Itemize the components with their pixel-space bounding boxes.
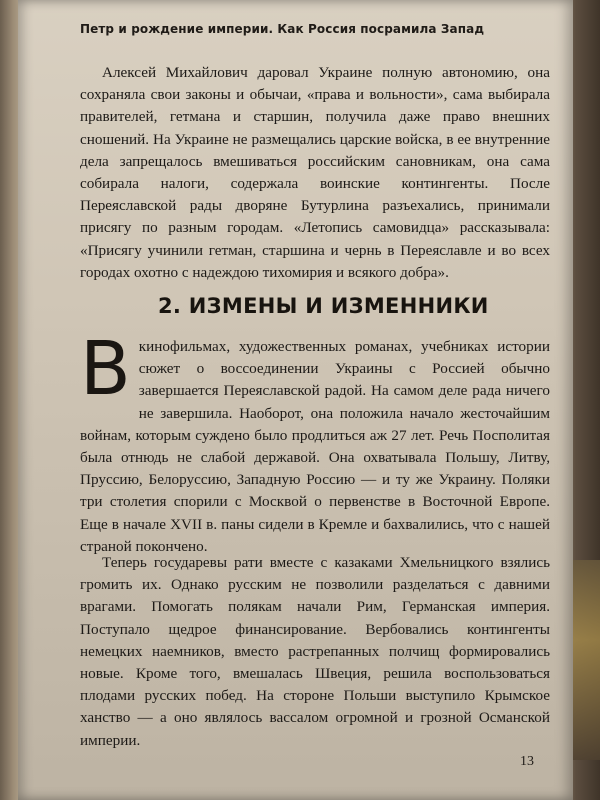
page-number: 13	[520, 754, 534, 769]
section-title: 2. ИЗМЕНЫ И ИЗМЕННИКИ	[158, 294, 489, 318]
book-page	[18, 0, 573, 800]
paragraph-3: Теперь государевы рати вместе с казаками Хмельницкого взялись громить их. Однако русским не позволили разделаться с давними врагами. Помогать полякам начали Рим, Германская империя. Поступало щедрое финансирование. Вербовались контингенты немецких наемников, вместо растрепанных полчищ формировались новые. Кроме того, вмешалась Швеция, решила воспользоваться плодами русских побед. На стороне Польши выступило Крымское ханство — а оно являлось вассалом огромной и грозной Османской империи.	[80, 554, 550, 749]
drop-cap: В	[80, 326, 131, 412]
paragraph-2	[80, 326, 550, 558]
running-head: Петр и рождение империи. Как Россия посрамила Запад	[80, 22, 485, 36]
paragraph-1: Алексей Михайлович даровал Украине полную автономию, она сохраняла свои законы и обычаи, «права и вольности», сама выбирала правителей, гетмана и старшин, получила даже право внешних сношений. На Украине не размещались царские войска, в ее внутренние дела запрещалось вмешиваться российским сановникам, она сама собирала налоги, содержала воинские контингенты. После Переяславской рады дворяне Бутурлина разъехались, принимали присягу по разным городам. «Летопись самовидца» рассказывала: «Присягу учинили гетман, старшина и чернь в Переяславле и во всех городах охотно с надеждою тихомирия и всякого добра».	[80, 64, 550, 281]
paragraph-2-text: кинофильмах, художественных романах, учебниках истории сюжет о воссоединении Украины с Россией обычно завершается Переяславской радой. На самом деле рада ничего не завершила. Наоборот, она положила начало жесточайшим войнам, которым суждено было продлиться аж 27 лет. Речь Посполитая была отнюдь не слабой державой. Она охватывала Польшу, Литву, Пруссию, Белоруссию, Западную Россию — и ту же Украину. Поляки три столетия спорили с Москвой о первенстве в Восточной Европе. Еще в начале XVII в. паны сидели в Кремле и бахвалились, что с нашей страной покончено.	[80, 338, 550, 555]
